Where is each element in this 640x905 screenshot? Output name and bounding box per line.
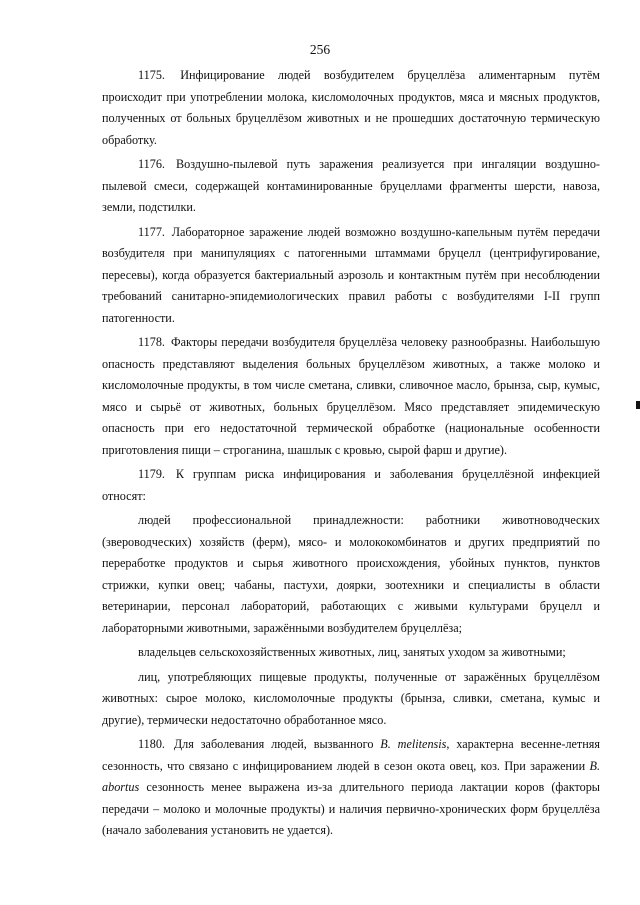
paragraph-1180 xyxy=(102,734,600,842)
paragraph-number: 1175. xyxy=(138,68,165,82)
body-text xyxy=(102,65,600,845)
paragraph-number: 1180. xyxy=(138,737,165,751)
paragraph-number: 1176. xyxy=(138,157,165,171)
paragraph-text: Инфицирование людей возбудителем бруцеллёза алиментарным путём происходит при употреблении молока, кисломолочных продуктов, мяса и мясных продуктов, полученных от больных бруцеллёзом животных и не прошедших достаточную термическую обработку. xyxy=(102,68,600,147)
scan-edge-mark xyxy=(636,401,640,409)
paragraph-text: Воздушно-пылевой путь заражения реализуется при ингаляции воздушно-пылевой смеси, содержащей контаминированные бруцеллами фрагменты шерсти, навоза, земли, подстилки. xyxy=(102,157,600,214)
risk-group-professionals xyxy=(102,510,600,639)
paragraph-number: 1179. xyxy=(138,467,165,481)
paragraph-text: сезонность менее выражена из-за длительного периода лактации коров (факторы передачи – молоко и молочные продукты) и наличия первично-хронических форм бруцеллёза (начало заболевания установить не удается). xyxy=(102,780,600,837)
paragraph-1177 xyxy=(102,222,600,330)
paragraph-text: К группам риска инфицирования и заболевания бруцеллёзной инфекцией относят: xyxy=(102,467,600,503)
species-name: B. abortus xyxy=(102,758,600,794)
risk-group-consumers xyxy=(102,667,600,732)
list-item-text: лиц, употребляющих пищевые продукты, полученные от заражённых бруцеллёзом животных: сырое молоко, кисломолочные продукты (брынза, сливки, сметана, кумыс и другие), термически недостаточно обработанное мясо. xyxy=(102,669,600,727)
page-number: 256 xyxy=(309,42,331,57)
paragraph-1175 xyxy=(102,65,600,151)
paragraph-text: Лабораторное заражение людей возможно воздушно-капельным путём передачи возбудителя при манипуляциях с патогенными штаммами бруцелл (центрифугирование, пересевы), когда образуется бактериальный аэрозоль и контактным путём при несоблюдении требований санитарно-эпидемиологических правил работы с возбудителями I-II групп патогенности. xyxy=(102,224,600,325)
paragraph-1178 xyxy=(102,332,600,461)
risk-group-owners xyxy=(102,642,600,664)
paragraph-1179 xyxy=(102,464,600,507)
species-name: B. melitensis xyxy=(380,737,447,751)
paragraph-number: 1177. xyxy=(138,224,165,239)
paragraph-text: Для заболевания людей, вызванного xyxy=(173,737,381,751)
paragraph-text: , характерна весенне-летняя сезонность, что связано с инфицированием людей в сезон окота овец, коз. При заражении xyxy=(102,737,600,773)
list-item-text: владельцев сельскохозяйственных животных, лиц, занятых уходом за животными; xyxy=(138,645,566,659)
paragraph-text: Факторы передачи возбудителя бруцеллёза человеку разнообразны. Наибольшую опасность представляют выделения больных бруцеллёзом животных, а также молоко и кисломолочные продукты, в том числе сметана, сливки, сливочное масло, брынза, сыр, кумыс, мясо и сырьё от животных, больных бруцеллёзом. Мясо представляет эпидемическую опасность при его недостаточной термической обработке (национальные особенности приготовления пищи – строганина, шашлык с кровью, сырой фарш и другие). xyxy=(102,335,600,457)
paragraph-number: 1178. xyxy=(138,335,165,349)
paragraph-1176 xyxy=(102,154,600,219)
list-item-text: людей профессиональной принадлежности: работники животноводческих (звероводческих) хозяйств (ферм), мясо- и молококомбинатов и других предприятий по переработке продуктов и сырья животного происхождения, убойных пунктов, пунктов стрижки, купки овец; чабаны, пастухи, доярки, зоотехники и специалисты в области ветеринарии, персонал лабораторий, работающих с живыми культурами бруцелл и лабораторными животными, заражёнными возбудителем бруцеллёза; xyxy=(102,513,600,635)
